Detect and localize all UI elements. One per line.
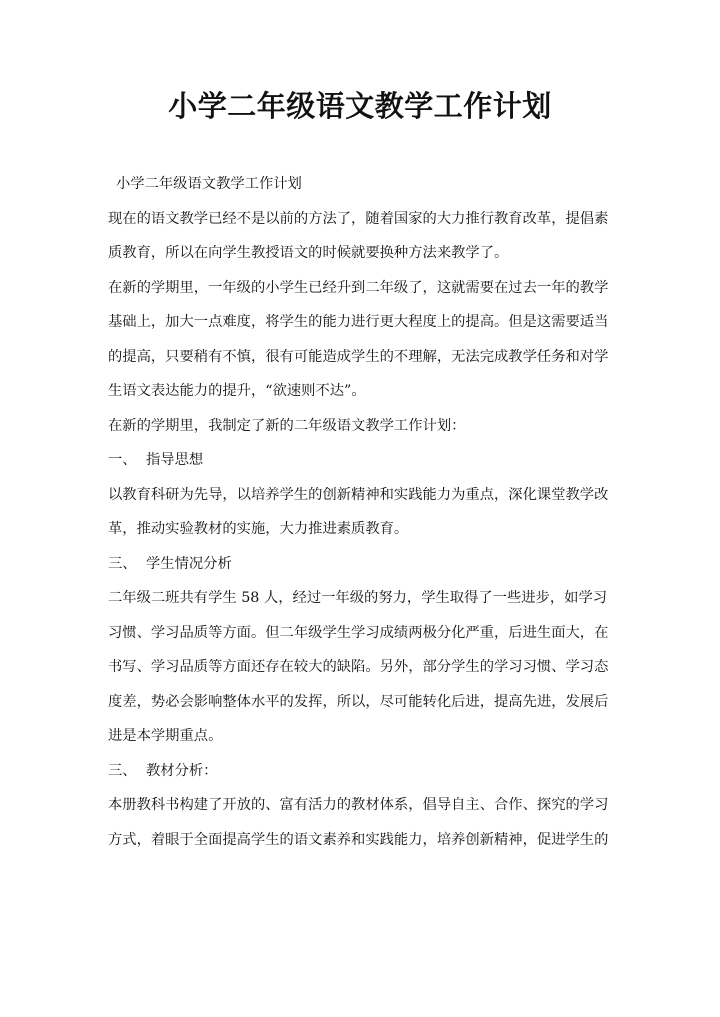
paragraph-guide: 以教育科研为先导，以培养学生的创新精神和实践能力为重点，深化课堂教学改革，推动实验教材的实施，大力推进素质教育。 (108, 486, 609, 537)
paragraph-textbook: 本册教科书构建了开放的、富有活力的教材体系，倡导自主、合作、探究的学习方式，着眼于全面提高学生的语文素养和实践能力，培养创新精神，促进学生的 (108, 797, 609, 848)
document-subtitle: 小学二年级语文教学工作计划 (116, 176, 302, 192)
heading-students-text: 学生情况分析 (146, 555, 232, 572)
heading-guide-number: 一、 (108, 452, 137, 468)
paragraph-new-term: 在新的学期里，一年级的小学生已经升到二年级了，这就需要在过去一年的教学基础上，加大一点难度，将学生的能力进行更大程度上的提高。但是这需要适当的提高，只要稍有不慎，很有可能造成学生的不理解，无法完成教学任务和对学生语文表达能力的提升，“欲速则不达”。 (108, 279, 609, 399)
heading-textbook-number: 三、 (108, 762, 137, 779)
paragraph-students: 二年级二班共有学生 58 人，经过一年级的努力，学生取得了一些进步，如学习习惯、学习品质等方面。但二年级学生学习成绩两极分化严重，后进生面大，在书写、学习品质等方面还存在较大的缺陷。另外，部分学生的学习习惯、学习态度差，势必会影响整体水平的发挥，所以，尽可能转化后进，提高先进，发展后进是本学期重点。 (108, 590, 609, 744)
heading-guide-text: 指导思想 (146, 452, 204, 468)
heading-students (108, 547, 614, 582)
heading-guide (108, 443, 614, 478)
paragraph-intro: 现在的语文教学已经不是以前的方法了，随着国家的大力推行教育改革，提倡素质教育，所以在向学生教授语文的时候就要换种方法来教学了。 (108, 210, 609, 261)
heading-textbook-text: 教材分析： (146, 762, 218, 779)
paragraph-plan-intro: 在新的学期里，我制定了新的二年级语文教学工作计划： (108, 417, 466, 434)
heading-students-number: 三、 (108, 555, 137, 572)
document-body (108, 167, 614, 857)
document-title: 小学二年级语文教学工作计划 (168, 89, 552, 123)
heading-textbook (108, 754, 614, 789)
